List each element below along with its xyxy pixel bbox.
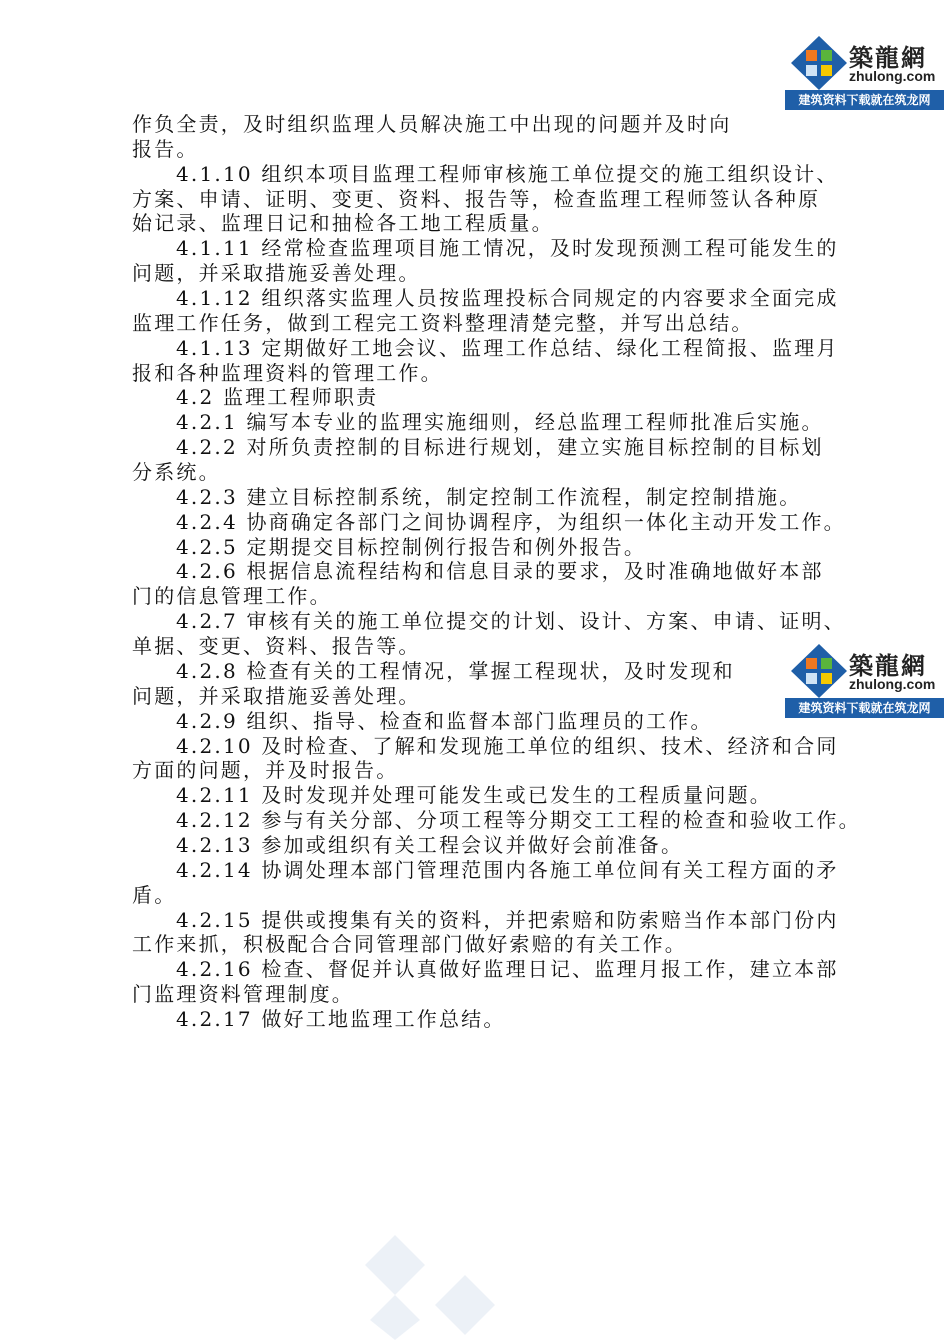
text-line: 4.2.8 检查有关的工程情况，掌握工程现状，及时发现和 bbox=[176, 658, 735, 683]
text-line: 4.2.14 协调处理本部门管理范围内各施工单位间有关工程方面的矛 bbox=[176, 857, 839, 882]
text-line: 4.2.15 提供或搜集有关的资料，并把索赔和防索赔当作本部门份内 bbox=[176, 907, 839, 932]
text-line: 工作来抓，积极配合合同管理部门做好索赔的有关工作。 bbox=[132, 932, 687, 957]
text-line: 4.1.10 组织本项目监理工程师审核施工单位提交的施工组织设计、 bbox=[176, 161, 839, 186]
text-line: 4.2.5 定期提交目标控制例行报告和例外报告。 bbox=[176, 534, 647, 559]
text-line: 4.2.11 及时发现并处理可能发生或已发生的工程质量问题。 bbox=[176, 783, 772, 808]
text-line: 始记录、监理日记和抽检各工地工程质量。 bbox=[132, 211, 554, 236]
logo-slogan: 建筑资料下载就在筑龙网 bbox=[785, 90, 944, 110]
text-line: 报和各种监理资料的管理工作。 bbox=[132, 360, 443, 385]
text-line: 4.2.2 对所负责控制的目标进行规划，建立实施目标控制的目标划 bbox=[176, 435, 824, 460]
snowflake-watermark-icon bbox=[345, 1235, 505, 1340]
logo-brand: 築龍網 bbox=[849, 651, 927, 680]
text-line: 4.2.13 参加或组织有关工程会议并做好会前准备。 bbox=[176, 832, 684, 857]
text-line: 盾。 bbox=[132, 882, 177, 907]
logo-domain: zhulong.com bbox=[849, 68, 936, 84]
zhulong-logo-top bbox=[785, 34, 944, 110]
text-line: 4.2.10 及时检查、了解和发现施工单位的组织、技术、经济和合同 bbox=[176, 733, 839, 758]
text-line: 4.2.7 审核有关的施工单位提交的计划、设计、方案、申请、证明、 bbox=[176, 609, 846, 634]
text-line: 分系统。 bbox=[132, 460, 221, 485]
text-line: 4.2.1 编写本专业的监理实施细则，经总监理工程师批准后实施。 bbox=[176, 410, 824, 435]
zhulong-emblem-icon bbox=[791, 36, 847, 90]
text-line: 4.2.6 根据信息流程结构和信息目录的要求，及时准确地做好本部 bbox=[176, 559, 824, 584]
logo-brand: 築龍網 bbox=[849, 43, 927, 72]
text-line: 4.2 监理工程师职责 bbox=[176, 385, 379, 410]
text-line: 4.2.4 协商确定各部门之间协调程序，为组织一体化主动开发工作。 bbox=[176, 509, 846, 534]
text-line: 4.1.13 定期做好工地会议、监理工作总结、绿化工程简报、监理月 bbox=[176, 335, 839, 360]
text-line: 4.2.12 参与有关分部、分项工程等分期交工工程的检查和验收工作。 bbox=[176, 808, 861, 833]
text-line: 4.2.9 组织、指导、检查和监督本部门监理员的工作。 bbox=[176, 708, 713, 733]
zhulong-emblem-icon bbox=[791, 644, 847, 698]
logo-slogan: 建筑资料下载就在筑龙网 bbox=[785, 698, 944, 718]
text-line: 门监理资料管理制度。 bbox=[132, 982, 354, 1007]
text-line: 4.2.3 建立目标控制系统，制定控制工作流程，制定控制措施。 bbox=[176, 484, 802, 509]
text-line: 门的信息管理工作。 bbox=[132, 584, 332, 609]
text-line: 问题，并采取措施妥善处理。 bbox=[132, 683, 421, 708]
text-line: 4.1.11 经常检查监理项目施工情况，及时发现预测工程可能发生的 bbox=[176, 236, 839, 261]
text-line: 问题，并采取措施妥善处理。 bbox=[132, 261, 421, 286]
text-line: 方面的问题，并及时报告。 bbox=[132, 758, 399, 783]
text-line: 4.2.17 做好工地监理工作总结。 bbox=[176, 1006, 506, 1031]
zhulong-logo-middle bbox=[785, 642, 944, 718]
text-line: 4.2.16 检查、督促并认真做好监理日记、监理月报工作，建立本部 bbox=[176, 957, 839, 982]
text-line: 单据、变更、资料、报告等。 bbox=[132, 634, 421, 659]
logo-domain: zhulong.com bbox=[849, 676, 936, 692]
text-line: 作负全责，及时组织监理人员解决施工中出现的问题并及时向 bbox=[132, 112, 732, 136]
text-line: 4.1.12 组织落实监理人员按监理投标合同规定的内容要求全面完成 bbox=[176, 286, 839, 311]
text-line: 报告。 bbox=[132, 136, 199, 161]
text-line: 监理工作任务，做到工程完工资料整理清楚完整，并写出总结。 bbox=[132, 310, 754, 335]
text-line: 方案、申请、证明、变更、资料、报告等，检查监理工程师签认各种原 bbox=[132, 186, 821, 211]
